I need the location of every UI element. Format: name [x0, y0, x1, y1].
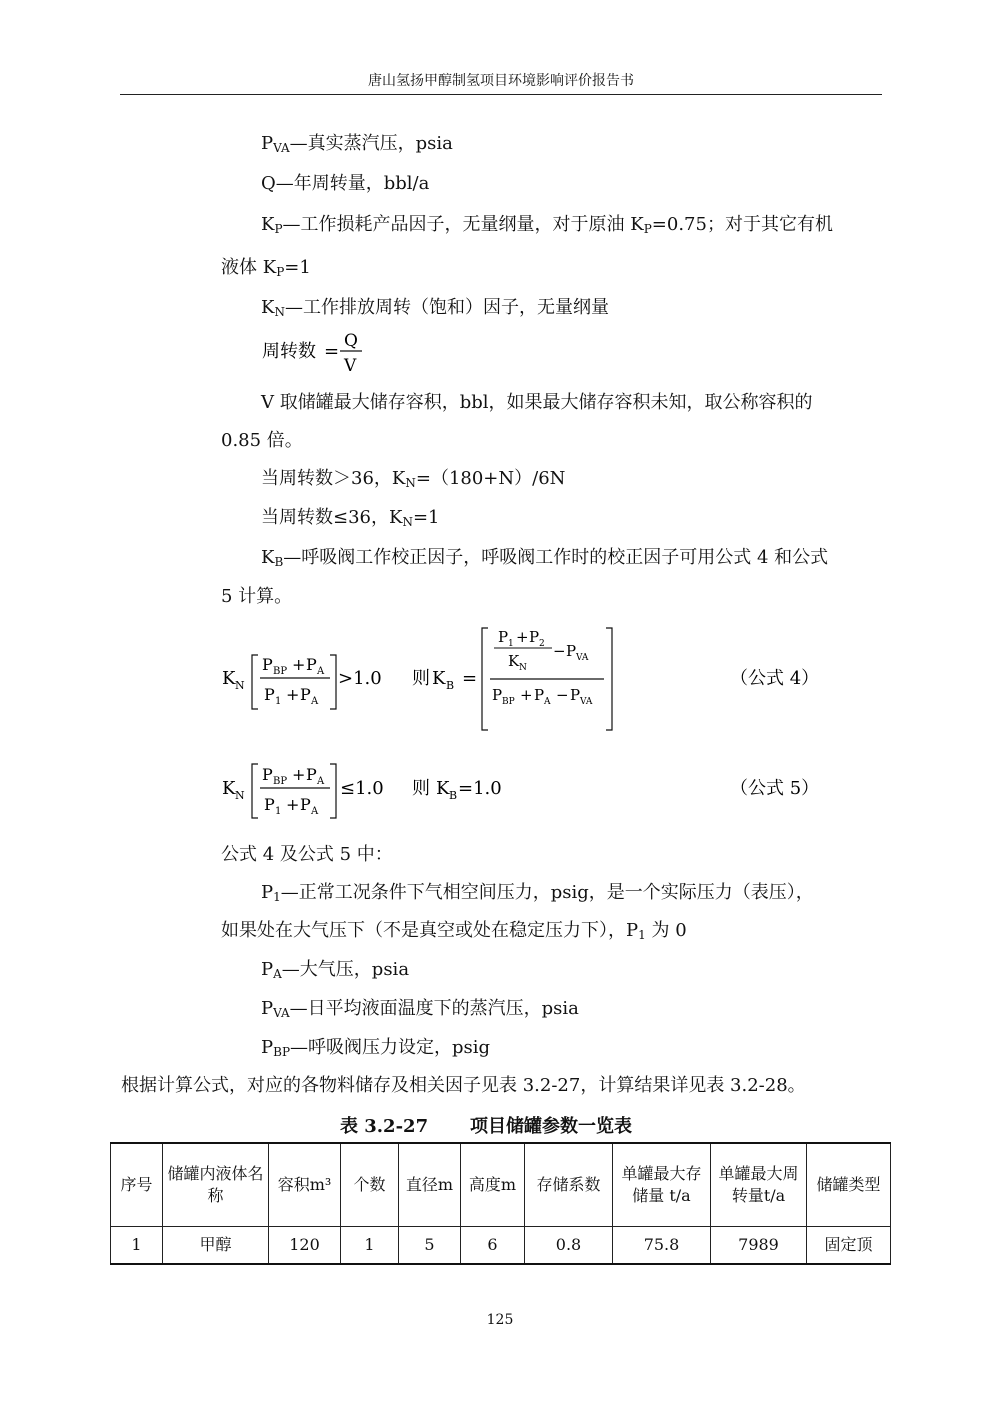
svg-text:P: P [300, 795, 311, 814]
svg-text:P: P [529, 628, 540, 646]
table-caption-title: 项目储罐参数一览表 [470, 1116, 632, 1137]
svg-text:则: 则 [412, 778, 430, 799]
table-header-cell: 储罐类型 [807, 1143, 891, 1227]
svg-text:N: N [235, 789, 245, 802]
table-header-row [111, 1143, 891, 1227]
storage-tank-table [110, 1142, 891, 1265]
svg-text:P: P [534, 686, 545, 704]
turnover-numerator: Q [344, 331, 358, 351]
svg-text:A: A [311, 696, 319, 707]
note-p1-line2: 如果处在大气压下（不是真空或处在稳定压力下），$P_1$ 为 0 [221, 920, 687, 942]
table-header-cell: 容积m³ [269, 1143, 341, 1227]
formula-5 [220, 752, 820, 826]
formula-4-rhs [412, 628, 612, 730]
turnover-eq: = [324, 341, 340, 362]
svg-text:A: A [544, 697, 551, 707]
turnover-formula [262, 328, 402, 382]
svg-text:BP: BP [273, 776, 288, 787]
table-cell: 1 [341, 1227, 399, 1265]
note-pva: $P_{VA}—$日平均液面温度下的蒸汽压，psia [261, 998, 579, 1020]
svg-text:=: = [462, 668, 478, 689]
svg-text:VA: VA [576, 653, 589, 663]
svg-text:P: P [264, 685, 275, 704]
table-cell: 1 [111, 1227, 163, 1265]
table-header-cell: 个数 [341, 1143, 399, 1227]
svg-text:BP: BP [502, 697, 515, 707]
svg-text:P: P [566, 642, 577, 660]
svg-text:N: N [235, 679, 245, 692]
def-kp-line1: $K_P—$工作损耗产品因子，无量纲量，对于原油 $K_P=0.75$；对于其它有机 [261, 214, 833, 236]
svg-text:2: 2 [539, 639, 545, 649]
svg-text:P: P [492, 686, 503, 704]
header-rule [120, 94, 882, 95]
turnover-label: 周转数 [262, 341, 316, 362]
svg-text:1: 1 [275, 696, 282, 707]
svg-text:−: − [553, 642, 566, 660]
svg-text:A: A [317, 666, 325, 677]
svg-text:则: 则 [412, 668, 430, 689]
svg-text:+: + [292, 655, 306, 674]
svg-text:K: K [436, 778, 450, 799]
svg-text:B: B [446, 679, 455, 692]
formula-4-lhs [222, 655, 382, 709]
svg-text:+: + [520, 686, 533, 704]
svg-text:K: K [432, 668, 446, 689]
note-pa: $P_A—$大气压，psia [261, 959, 410, 981]
svg-text:≤1.0: ≤1.0 [340, 778, 384, 799]
svg-text:P: P [306, 655, 317, 674]
table-cell: 120 [269, 1227, 341, 1265]
cond-gt36: 当周转数＞36，$K_N=(180+N)/6N$ [261, 468, 566, 490]
summary-line: 根据计算公式，对应的各物料储存及相关因子见表 3.2-27，计算结果详见表 3.2-28。 [121, 1075, 806, 1096]
svg-text:>1.0: >1.0 [338, 668, 382, 689]
cond-le36: 当周转数≤36，$K_N=1$ [261, 507, 440, 529]
svg-text:A: A [317, 776, 325, 787]
svg-text:−: − [556, 686, 569, 704]
formula-4-label: （公式 4） [730, 668, 820, 689]
kb-line1: $K_B—$呼吸阀工作校正因子，呼吸阀工作时的校正因子可用公式 4 和公式 [261, 547, 829, 569]
running-header: 唐山氢扬甲醇制氢项目环境影响评价报告书 [368, 73, 634, 89]
svg-text:P: P [570, 686, 581, 704]
svg-text:1: 1 [508, 639, 514, 649]
table-header-cell: 序号 [111, 1143, 163, 1227]
table-cell: 75.8 [613, 1227, 711, 1265]
svg-text:+: + [286, 795, 300, 814]
svg-text:P: P [264, 795, 275, 814]
table-caption-number: 表 3.2-27 [340, 1116, 429, 1137]
table-cell: 5 [399, 1227, 461, 1265]
svg-text:A: A [311, 806, 319, 817]
svg-text:B: B [449, 789, 458, 802]
def-q: Q—年周转量，bbl/a [261, 173, 430, 194]
table-cell: 7989 [711, 1227, 807, 1265]
v-line1: V 取储罐最大储存容积，bbl，如果最大储存容积未知，取公称容积的 [261, 392, 813, 413]
table-caption [340, 1114, 632, 1140]
svg-text:P: P [262, 655, 273, 674]
def-pva: $P_{VA}—$真实蒸汽压，psia [261, 133, 453, 155]
formula-5-lhs [222, 764, 384, 818]
table-header-cell: 直径m [399, 1143, 461, 1227]
v-line2: 0.85 倍。 [221, 430, 303, 451]
turnover-denominator: V [344, 356, 357, 376]
table-header-cell: 存储系数 [525, 1143, 613, 1227]
table-cell: 6 [461, 1227, 525, 1265]
notes-intro: 公式 4 及公式 5 中： [221, 844, 393, 865]
formula-5-rhs [412, 778, 502, 802]
svg-text:+: + [516, 628, 529, 646]
svg-text:+: + [292, 765, 306, 784]
table-cell: 0.8 [525, 1227, 613, 1265]
svg-text:BP: BP [273, 666, 288, 677]
svg-text:P: P [306, 765, 317, 784]
svg-text:K: K [222, 668, 236, 689]
formula-4 [220, 622, 820, 741]
table-cell: 固定顶 [807, 1227, 891, 1265]
svg-text:K: K [508, 652, 520, 670]
svg-text:K: K [222, 778, 236, 799]
kb-line2: 5 计算。 [221, 586, 293, 607]
def-kp-line2: 液体 $K_P=1$ [221, 257, 311, 279]
def-kn: $K_N—$工作排放周转（饱和）因子，无量纲量 [261, 297, 609, 319]
table-header-cell: 单罐最大存储量 t/a [613, 1143, 711, 1227]
table-header-cell: 储罐内液体名称 [163, 1143, 269, 1227]
table-header-cell: 单罐最大周转量t/a [711, 1143, 807, 1227]
note-p1-line1: $P_1—$正常工况条件下气相空间压力，psig，是一个实际压力（表压）， [261, 882, 814, 904]
note-pbp: $P_{BP}—$呼吸阀压力设定，psig [261, 1037, 491, 1059]
svg-text:VA: VA [580, 697, 593, 707]
table-row [111, 1227, 891, 1265]
page-number: 125 [486, 1312, 514, 1328]
svg-text:P: P [498, 628, 509, 646]
svg-text:1: 1 [275, 806, 282, 817]
formula-5-label: （公式 5） [730, 778, 820, 799]
svg-text:N: N [519, 663, 527, 673]
svg-text:+: + [286, 685, 300, 704]
table-cell: 甲醇 [163, 1227, 269, 1265]
svg-text:=1.0: =1.0 [458, 778, 502, 799]
svg-text:P: P [300, 685, 311, 704]
svg-text:P: P [262, 765, 273, 784]
table-header-cell: 高度m [461, 1143, 525, 1227]
